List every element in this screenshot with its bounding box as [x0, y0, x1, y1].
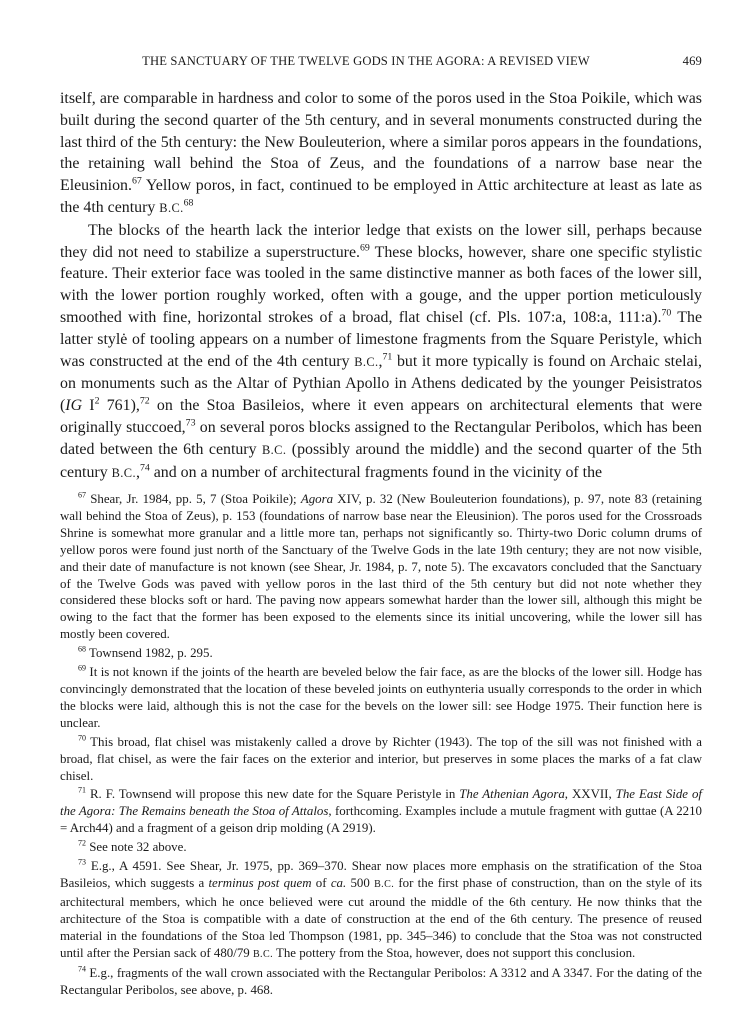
footnote-ref[interactable]: 71 [382, 351, 393, 363]
footnote-71: $^{71}$ R. F. Townsend will propose this new date for the Square Peristyle in The Athenian Agora, XXVII, The East Side of the Agora: The Remains beneath the Stoa of Attalos, forthcoming. Examples include a mutule fragment with guttae (A 2210 = Arch44) and a fragment of a geison drip molding (A 2919). [60, 786, 702, 836]
footnote-ref[interactable]: 72 [139, 395, 150, 407]
running-title: THE SANCTUARY OF THE TWELVE GODS IN THE AGORA: A REVISED VIEW [142, 54, 590, 68]
footnote-73: $^{73}$ E.g., A 4591. See Shear, Jr. 1975, pp. 369–370. Shear now places more emphasis on the stratification of the Stoa Basileios, which suggests a terminus post quem of ca. 500 B.C. for the first phase of construction, than on the style of its architectural members, which he once believed were cut around the middle of the 6th century. He now thinks that the architecture of the Stoa is compatible with a date of construction at the end of the 6th century. The presence of reused material in the foundations of the Stoa led Thompson (1981, pp. 345–346) to conclude that the Stoa was not constructed until after the Persian sack of 480/79 B.C. The pottery from the Stoa, however, does not support this conclusion. [60, 857, 702, 960]
footnote-ref[interactable]: 69 [360, 242, 370, 254]
footnote-72: $^{72}$ See note 32 above. [78, 838, 187, 855]
footnote-ref[interactable]: 73 [185, 417, 196, 429]
footnote-69: $^{69}$ It is not known if the joints of the hearth are beveled below the fair face, as are the blocks of the lower sill. Hodge has convincingly demonstrated that the location of these beveled joints on euthynteria usually corresponds to the order in which the blocks were laid, although this is not the case for the bevels on the lower sill: see Hodge 1975. Their function here is unclear. [60, 663, 702, 730]
footnote-ref[interactable]: 68 [183, 197, 194, 209]
running-header [60, 54, 702, 69]
footnote-74: $^{74}$ E.g., fragments of the wall crown associated with the Rectangular Peribolos: A 3312 and A 3347. For the dating of the Rectangular Peribolos, see above, p. 468. [60, 965, 702, 998]
footnote-67: $^{67}$ Shear, Jr. 1984, pp. 5, 7 (Stoa Poikile); Agora XIV, p. 32 (New Bouleuterion foundations), p. 97, note 83 (retaining wall behind the Stoa of Zeus), p. 153 (foundations of narrow base near the Eleusinion). The poros used for the Crossroads Shrine is somewhat more granular and a little more tan, perhaps not significantly so. Thirty-two Doric column drums of yellow poros were found just north of the Sanctuary of the Twelve Gods in the late 19th century; they are not now visible, and their date of manufacture is not known (see Shear, Jr. 1984, p. 7, note 5). The excavators concluded that the Sanctuary of the Twelve Gods was paved with yellow poros in the last third of the 5th century but did not note whether they considered these blocks soft or hard. The paving now appears somewhat harder than the lower sill, although this might be owing to the fact that the former has been exposed to the elements since its initial uncovering, while the lower sill has mostly been covered. [60, 490, 702, 642]
main-text [60, 88, 702, 484]
paragraph: itself, are comparable in hardness and color to some of the poros used in the Stoa Poikile, which was built during the second quarter of the 5th century, and in several monuments constructed during the last third of the 5th century: the New Bouleuterion, where a similar poros appears in the foundations, the retaining wall behind the Stoa of Zeus, and the foundations of a narrow base near the Eleusinion.$^{67}$ Yellow poros, in fact, continued to be employed in Attic architecture at least as late as the 4th century B.C.$^{68}$ [60, 90, 702, 216]
footnote-ref[interactable]: 70 [661, 307, 672, 319]
footnote-ref[interactable]: 74 [139, 462, 150, 474]
footnote-ref[interactable]: 67 [131, 175, 142, 187]
footnotes [60, 491, 702, 1001]
footnote-70: $^{70}$ This broad, flat chisel was mistakenly called a drove by Richter (1943). The top of the sill was not finished with a broad, flat chisel, as were the fair faces on the exterior and interior, but preserves in some places the marks of a fat claw chisel. [60, 733, 702, 783]
footnote-68: $^{68}$ Townsend 1982, p. 295. [78, 644, 213, 661]
paragraph: The blocks of the hearth lack the interior ledge that exists on the lower sill, perhaps because they did not need to stabilize a superstructure.$^{69}$ These blocks, however, share one specific stylistic feature. Their exterior face was tooled in the same distinctive manner as both faces of the lower sill, with the lower portion roughly worked, often with a gouge, and the upper portion meticulously smoothed with fine, horizontal strokes of a broad, flat chisel (cf. Pls. 107:a, 108:a, 111:a).$^{70}$ The latter stylė of tooling appears on a number of limestone fragments from the Square Peristyle, which was constructed at the end of the 4th century B.C.,$^{71}$ but it more typically is found on Archaic stelai, on monuments such as the Altar of Pythian Apollo in Athens dedicated by the younger Peisistratos (IG $I^2$ 761),$^{72}$ on the Stoa Basileios, where it even appears on architectural elements that were originally stuccoed,$^{73}$ on several poros blocks assigned to the Rectangular Peribolos, which has been dated between the 6th century B.C. (possibly around the middle) and the second quarter of the 5th century B.C.,$^{74}$ and on a number of architectural fragments found in the vicinity of the [60, 221, 703, 481]
page-number: 469 [682, 54, 702, 68]
